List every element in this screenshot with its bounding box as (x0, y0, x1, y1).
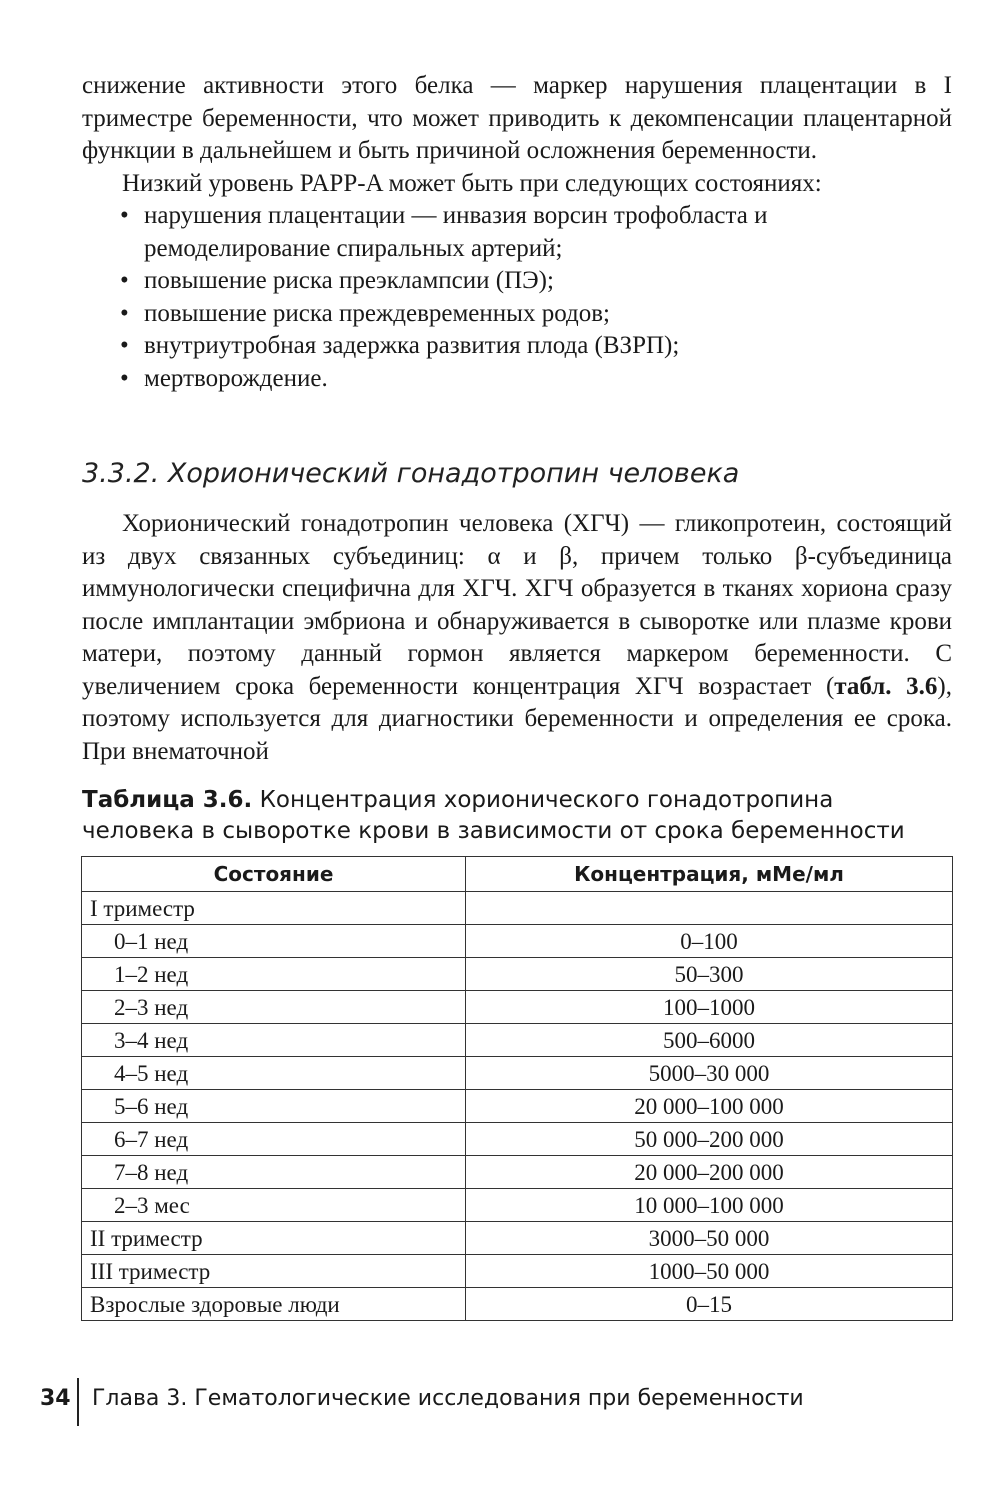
cell-value: 500–6000 (466, 1024, 953, 1057)
cell-condition: 1–2 нед (82, 958, 466, 991)
table-reference: табл. 3.6 (834, 672, 938, 700)
cell-condition: 2–3 нед (82, 991, 466, 1024)
column-header-condition: Состояние (82, 857, 466, 892)
table-row (82, 958, 953, 991)
table-row (82, 1156, 953, 1189)
table-row (82, 991, 953, 1024)
footer-divider (77, 1378, 79, 1426)
table-caption-text: Концентрация хорионического гонадотропина человека в сыворотке крови в зависимости от срока беременности (82, 787, 905, 844)
hcg-concentration-table (81, 856, 953, 1321)
cell-value: 10 000–100 000 (466, 1189, 953, 1222)
cell-condition: 3–4 нед (82, 1024, 466, 1057)
cell-value: 0–15 (466, 1288, 953, 1321)
table-row (82, 892, 953, 925)
cell-condition: 2–3 мес (82, 1189, 466, 1222)
cell-value: 1000–50 000 (466, 1255, 953, 1288)
cell-condition: 4–5 нед (82, 1057, 466, 1090)
page-number: 34 (40, 1386, 71, 1411)
section-heading: 3.3.2. Хорионический гонадотропин человека (82, 458, 740, 489)
cell-condition: Взрослые здоровые люди (82, 1288, 466, 1321)
page-footer (40, 1378, 940, 1426)
cell-value (466, 892, 953, 925)
list-item: • внутриутробная задержка развития плода (ВЗРП); (82, 330, 952, 363)
cell-condition: II триместр (82, 1222, 466, 1255)
cell-value: 50 000–200 000 (466, 1123, 953, 1156)
table-row (82, 1090, 953, 1123)
list-item: • нарушения плацентации — инвазия ворсин трофобласта и ремоделирование спиральных артерий; (82, 200, 952, 265)
table-caption-label: Таблица 3.6. (82, 787, 253, 813)
cell-condition: III триместр (82, 1255, 466, 1288)
hcg-paragraph-text-after: ), поэтому используется для диагностики беременности и определения ее срока. При внематочной (82, 672, 952, 765)
table-row (82, 1288, 953, 1321)
hcg-paragraph-text-before: Хорионический гонадотропин человека (ХГЧ) — гликопротеин, состоящий из двух связанных субъединиц: α и β, причем только β-субъединица иммунологически специфична для ХГЧ. ХГЧ образуется в тканях хориона сразу после имплантации эмбриона и обнаруживается в сыворотке или плазме крови матери, поэтому данный гормон является маркером беременности. С увеличением срока беременности концентрация ХГЧ возрастает ( (82, 510, 952, 700)
table-row (82, 1189, 953, 1222)
cell-condition: 7–8 нед (82, 1156, 466, 1189)
intro-bullet-list (82, 200, 952, 395)
list-item: • повышение риска преждевременных родов; (82, 298, 952, 331)
intro-block (82, 70, 952, 395)
cell-value: 50–300 (466, 958, 953, 991)
cell-value: 5000–30 000 (466, 1057, 953, 1090)
table-row (82, 1255, 953, 1288)
list-item: • мертворождение. (82, 363, 952, 396)
cell-value: 20 000–100 000 (466, 1090, 953, 1123)
table-row (82, 925, 953, 958)
cell-condition: 0–1 нед (82, 925, 466, 958)
running-head: Глава 3. Гематологические исследования при беременности (92, 1386, 804, 1411)
table-row (82, 1057, 953, 1090)
table-row (82, 1024, 953, 1057)
table-header-row (82, 857, 953, 892)
cell-condition: 5–6 нед (82, 1090, 466, 1123)
cell-value: 3000–50 000 (466, 1222, 953, 1255)
cell-condition: 6–7 нед (82, 1123, 466, 1156)
intro-lead-paragraph: Низкий уровень PAPP-A может быть при следующих состояниях: (122, 169, 822, 197)
table-row (82, 1222, 953, 1255)
column-header-concentration: Концентрация, мМе/мл (466, 857, 953, 892)
cell-condition: I триместр (82, 892, 466, 925)
cell-value: 20 000–200 000 (466, 1156, 953, 1189)
cell-value: 0–100 (466, 925, 953, 958)
list-item: • повышение риска преэклампсии (ПЭ); (82, 265, 952, 298)
table-row (82, 1123, 953, 1156)
hcg-paragraph (82, 508, 952, 768)
table-caption (82, 785, 952, 847)
cell-value: 100–1000 (466, 991, 953, 1024)
intro-continuation-paragraph: снижение активности этого белка — маркер нарушения плацентации в I триместре беременности, что может приводить к декомпенсации плацентарной функции в дальнейшем и быть причиной осложнения беременности. (82, 72, 952, 164)
